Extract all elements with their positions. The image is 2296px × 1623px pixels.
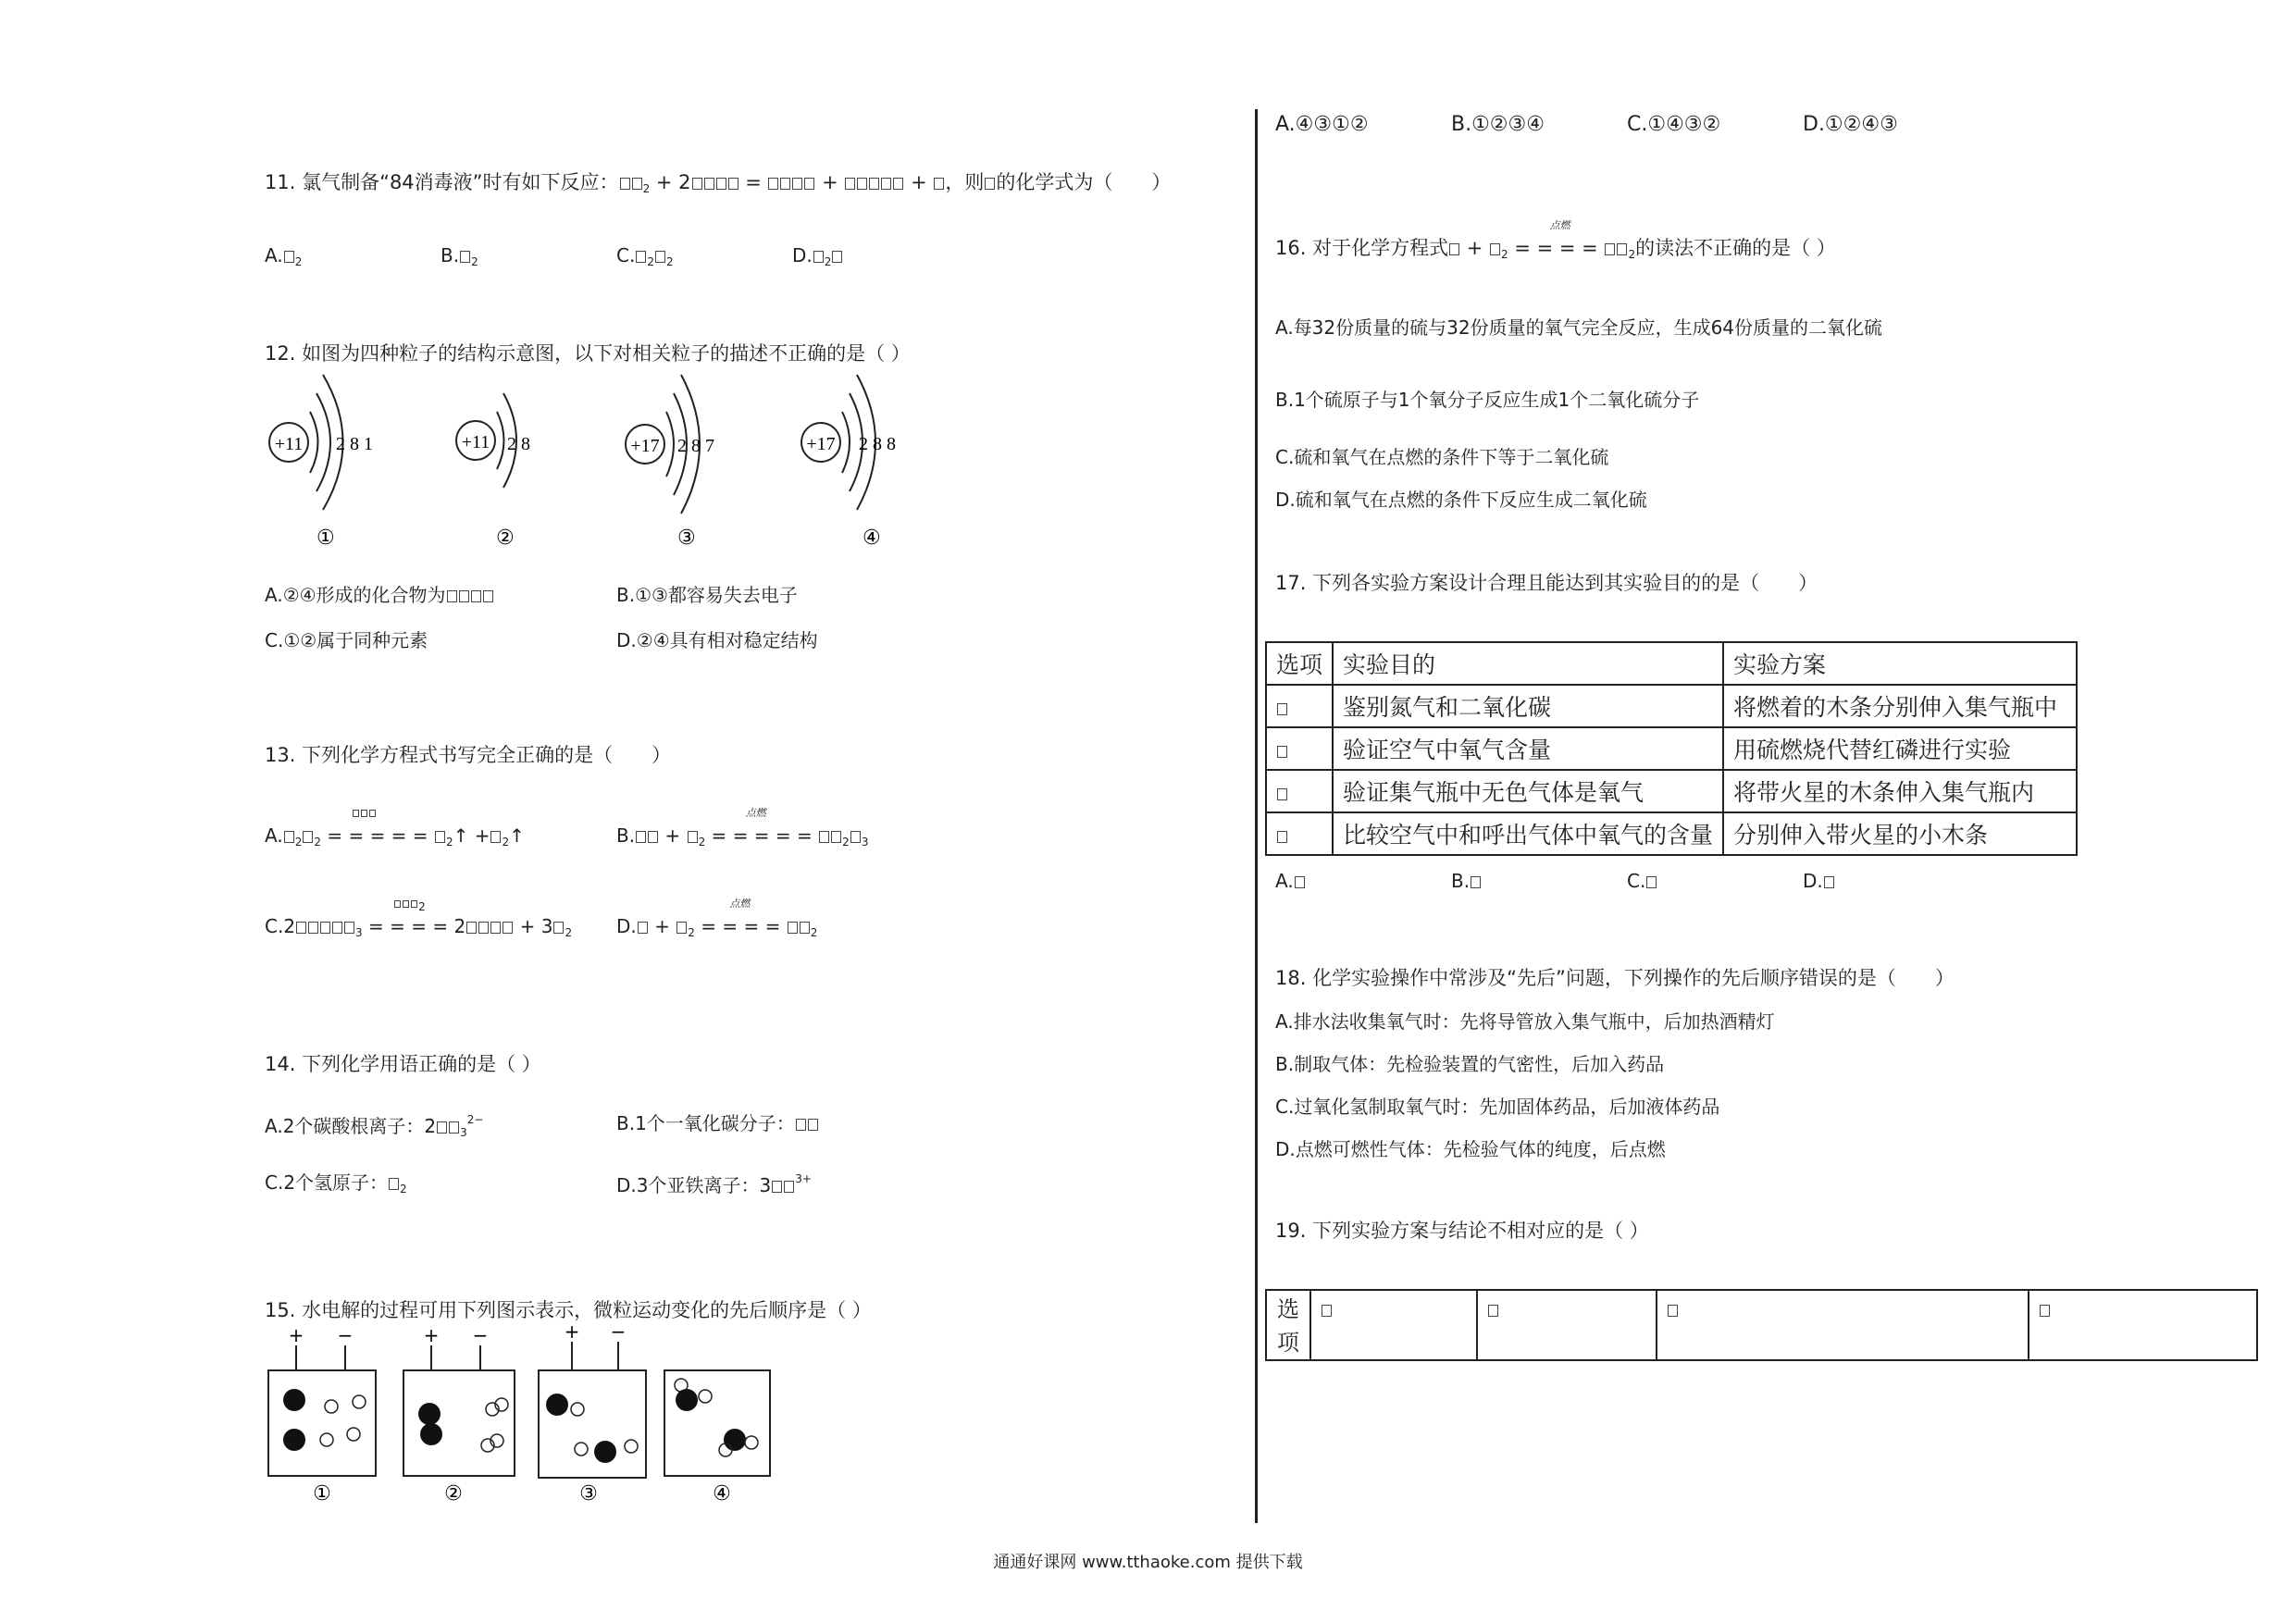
q12-option-d[interactable]: D.②④具有相对稳定结构 xyxy=(616,629,818,651)
table-row: 比较空气中和呼出气体中氧气的含量 分别伸入带火星的小木条 xyxy=(1266,812,2077,855)
particle-4-label: ④ xyxy=(863,527,881,550)
page-footer: 通通好课网 www.tthaoke.com 提供下载 xyxy=(993,1553,1303,1572)
q15-option-a[interactable]: A.④③①② xyxy=(1275,113,1369,136)
q18-option-b[interactable]: B.制取气体：先检验装置的气密性，后加入药品 xyxy=(1275,1053,1665,1075)
q18-option-d[interactable]: D.点燃可燃性气体：先检验气体的纯度，后点燃 xyxy=(1275,1138,1666,1160)
q12-particle-diagrams xyxy=(259,370,962,555)
particle-1-label: ① xyxy=(316,527,335,550)
q15-stem: 15. 水电解的过程可用下列图示表示，微粒运动变化的先后顺序是（ ） xyxy=(265,1299,872,1321)
particle-3-label: ③ xyxy=(677,527,696,550)
q12-option-c[interactable]: C.①②属于同种元素 xyxy=(265,629,428,651)
electrolysis-box-2 xyxy=(403,1324,515,1505)
q13-option-b[interactable]: B. + $_2$ = 点燃 = = = = $_2$ $_3$ xyxy=(616,807,869,849)
table-header-purpose: 实验目的 xyxy=(1333,642,1723,685)
q12-option-b[interactable]: B.①③都容易失去电子 xyxy=(616,584,798,606)
q13-stem: 13. 下列化学方程式书写完全正确的是（ ） xyxy=(265,744,672,766)
q13-option-d[interactable]: D. + $_2$ = 点燃 = = = $_2$ xyxy=(616,898,818,939)
table-row: 验证集气瓶中无色气体是氧气 将带火星的木条伸入集气瓶内 xyxy=(1266,770,2077,812)
particle-2-nucleus: +11 xyxy=(461,432,490,452)
q14-option-c[interactable]: C.2个氢原子： $_2$ xyxy=(265,1171,407,1196)
q19-cell xyxy=(1657,1291,2029,1359)
table-header-row xyxy=(1266,642,2077,685)
q11-option-a[interactable]: A. $_2$ xyxy=(265,244,303,268)
q11-option-d[interactable]: D. $_2$ xyxy=(792,246,843,267)
q16-option-d[interactable]: D.硫和氧气在点燃的条件下反应生成二氧化硫 xyxy=(1275,489,1647,511)
q11-option-c[interactable]: C. $_2$ $_2$ xyxy=(616,244,674,268)
svg-text:−: − xyxy=(610,1321,627,1343)
electrolysis-box-4 xyxy=(664,1370,770,1505)
particle-diagram-2 xyxy=(456,393,530,550)
q15-option-b[interactable]: B.①②③④ xyxy=(1451,113,1545,136)
q13-option-a[interactable]: A. $_2$ $_2$ = = = = = $_2$↑ + $_2$↑ xyxy=(265,826,525,848)
particle-3-shells: 2 8 7 xyxy=(677,436,714,456)
svg-text:−: − xyxy=(337,1324,354,1346)
q17-option-d[interactable]: D. xyxy=(1803,872,1835,890)
svg-text:②: ② xyxy=(444,1482,463,1505)
particle-diagram-1 xyxy=(269,375,373,550)
q12-stem: 12. 如图为四种粒子的结构示意图，以下对相关粒子的描述不正确的是（ ） xyxy=(265,342,911,365)
particle-4-shells: 2 8 8 xyxy=(859,434,896,454)
q14-option-d[interactable]: D.3个亚铁离子：3 $^{3+}$ xyxy=(616,1172,812,1196)
particle-1-nucleus: +11 xyxy=(274,434,304,454)
q15-option-c[interactable]: C.①④③② xyxy=(1627,113,1721,136)
q19-header-option: 选项 xyxy=(1267,1291,1311,1359)
q11-stem: 11. 氯气制备“84消毒液”时有如下反应： $_2$ + 2 = + + ，则 的化学式为（ ） xyxy=(265,171,1172,195)
svg-text:−: − xyxy=(472,1324,489,1346)
q17-option-a[interactable]: A. xyxy=(1275,872,1306,890)
q15-option-d[interactable]: D.①②④③ xyxy=(1803,113,1898,136)
table-row: 验证空气中氧气含量 用硫燃烧代替红磷进行实验 xyxy=(1266,727,2077,770)
q14-option-b[interactable]: B.1个一氧化碳分子： xyxy=(616,1114,819,1133)
svg-text:①: ① xyxy=(313,1482,331,1505)
q19-table xyxy=(1265,1289,2258,1361)
q13-option-c[interactable]: C.2 $_3$ = 2 = = = 2 + 3 $_2$ xyxy=(265,900,573,939)
q16-option-b[interactable]: B.1个硫原子与1个氧分子反应生成1个二氧化硫分子 xyxy=(1275,389,1700,411)
electrolysis-box-1 xyxy=(268,1324,376,1505)
particle-4-nucleus: +17 xyxy=(806,434,836,454)
svg-text:+: + xyxy=(423,1324,440,1346)
q17-option-b[interactable]: B. xyxy=(1451,872,1482,890)
q17-stem: 17. 下列各实验方案设计合理且能达到其实验目的的是（ ） xyxy=(1275,572,1818,594)
q19-stem: 19. 下列实验方案与结论不相对应的是（ ） xyxy=(1275,1220,1649,1242)
q16-option-a[interactable]: A.每32份质量的硫与32份质量的氧气完全反应，生成64份质量的二氧化硫 xyxy=(1275,316,1883,339)
svg-text:④: ④ xyxy=(713,1482,731,1505)
particle-2-label: ② xyxy=(496,527,515,550)
q17-table xyxy=(1265,641,2078,856)
table-header-option: 选项 xyxy=(1266,642,1333,685)
q16-stem: 16. 对于化学方程式 + $_2$ = 点燃 = = = $_2$的读法不正确的是（ ） xyxy=(1275,219,1836,261)
q18-option-a[interactable]: A.排水法收集氧气时：先将导管放入集气瓶中，后加热酒精灯 xyxy=(1275,1010,1775,1033)
q15-electrolysis-diagrams xyxy=(259,1321,777,1506)
particle-diagram-4 xyxy=(801,375,896,550)
q12-option-a[interactable]: A.②④形成的化合物为 xyxy=(265,586,494,604)
q18-option-c[interactable]: C.过氧化氢制取氧气时：先加固体药品，后加液体药品 xyxy=(1275,1096,1720,1118)
column-divider xyxy=(1255,109,1258,1523)
q14-option-a[interactable]: A.2个碳酸根离子：2 $_3^{2-}$ xyxy=(265,1113,484,1139)
svg-text:+: + xyxy=(288,1324,304,1346)
particle-diagram-3 xyxy=(626,375,714,550)
q18-stem: 18. 化学实验操作中常涉及“先后”问题，下列操作的先后顺序错误的是（ ） xyxy=(1275,967,1955,989)
q19-cell xyxy=(2029,1291,2256,1359)
particle-2-shells: 2 8 xyxy=(507,434,530,454)
table-header-plan: 实验方案 xyxy=(1723,642,2077,685)
particle-3-nucleus: +17 xyxy=(630,436,660,456)
svg-text:+: + xyxy=(564,1321,580,1343)
q14-stem: 14. 下列化学用语正确的是（ ） xyxy=(265,1053,541,1075)
q17-option-c[interactable]: C. xyxy=(1627,872,1657,890)
particle-1-shells: 2 8 1 xyxy=(336,434,373,454)
electrolysis-box-3 xyxy=(539,1321,646,1505)
svg-text:③: ③ xyxy=(579,1482,598,1505)
table-row: 鉴别氮气和二氧化碳 将燃着的木条分别伸入集气瓶中 xyxy=(1266,685,2077,727)
q19-cell xyxy=(1478,1291,1657,1359)
q11-option-b[interactable]: B. $_2$ xyxy=(441,244,478,268)
q16-option-c[interactable]: C.硫和氧气在点燃的条件下等于二氧化硫 xyxy=(1275,446,1609,468)
q19-cell xyxy=(1311,1291,1478,1359)
